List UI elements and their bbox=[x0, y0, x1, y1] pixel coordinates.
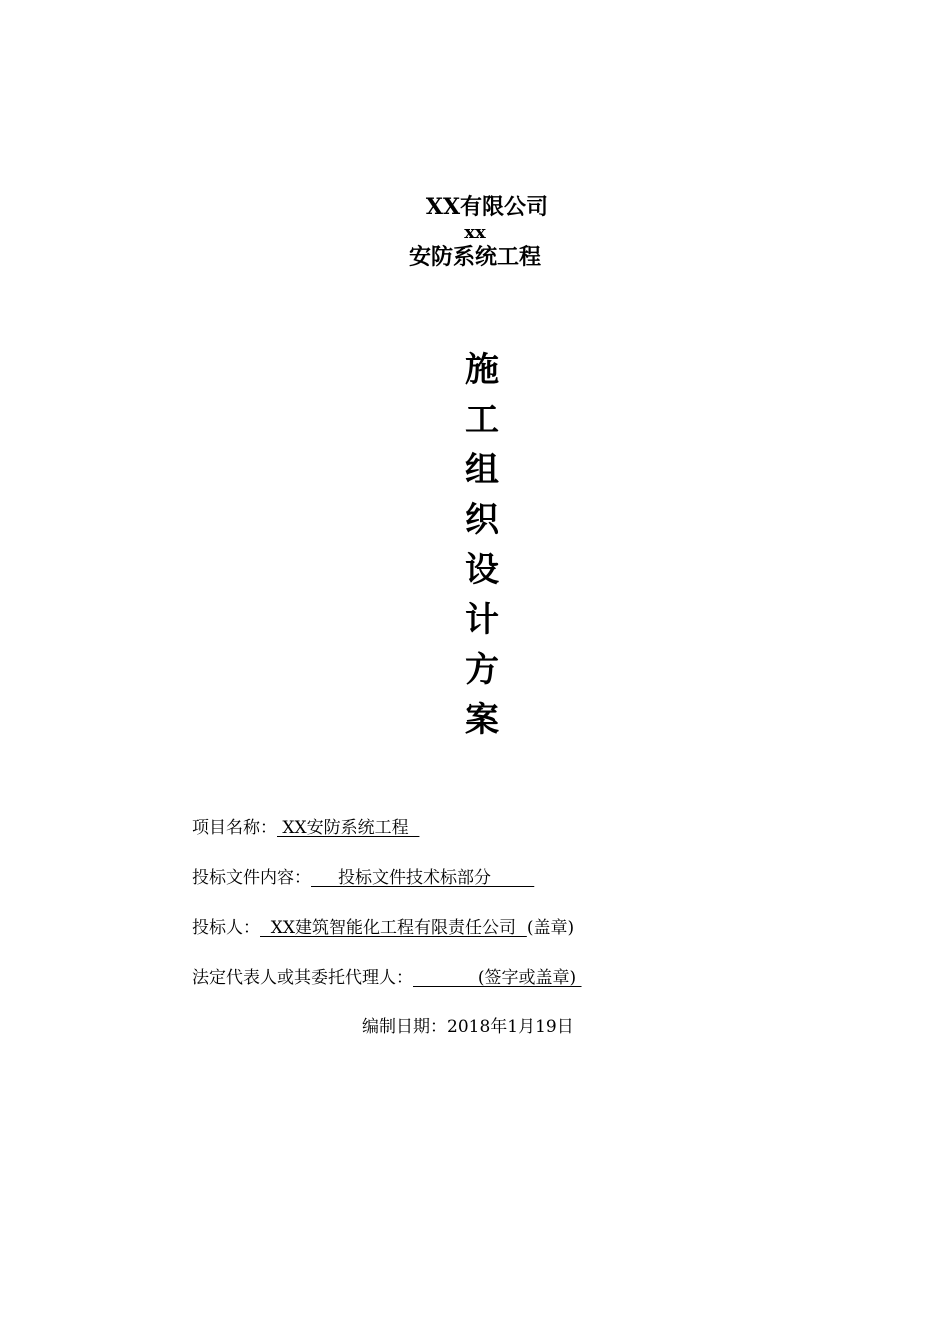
representative-label: 法定代表人或其委托代理人： bbox=[192, 968, 413, 988]
title-char: 计 bbox=[465, 600, 499, 640]
bidder-field bbox=[192, 917, 574, 939]
bidder-value: XX建筑智能化工程有限责任公司 bbox=[260, 918, 527, 938]
company-sub: xx bbox=[464, 222, 486, 243]
bidder-seal-note: (盖章) bbox=[526, 918, 575, 938]
representative-value: (签字或盖章) bbox=[413, 968, 582, 988]
title-char: 方 bbox=[465, 650, 499, 690]
project-name-value: XX安防系统工程 bbox=[277, 818, 420, 838]
bid-content-value: 投标文件技术标部分 bbox=[311, 868, 535, 888]
title-char: 工 bbox=[465, 400, 499, 440]
company-name: XX有限公司 bbox=[425, 194, 549, 220]
project-name: 安防系统工程 bbox=[408, 244, 541, 270]
title-char: 施 bbox=[465, 350, 499, 390]
bid-content-label: 投标文件内容： bbox=[192, 868, 311, 888]
title-char: 织 bbox=[465, 500, 499, 540]
title-char: 案 bbox=[465, 700, 499, 740]
bid-content-field bbox=[192, 867, 534, 889]
project-name-label: 项目名称： bbox=[192, 818, 277, 838]
compile-date: 编制日期：2018年1月19日 bbox=[362, 1017, 574, 1037]
project-name-field bbox=[192, 817, 419, 839]
bidder-label: 投标人： bbox=[192, 918, 260, 938]
title-char: 组 bbox=[465, 450, 499, 490]
document-title bbox=[462, 345, 502, 745]
title-char: 设 bbox=[465, 550, 499, 590]
representative-field bbox=[192, 967, 582, 989]
